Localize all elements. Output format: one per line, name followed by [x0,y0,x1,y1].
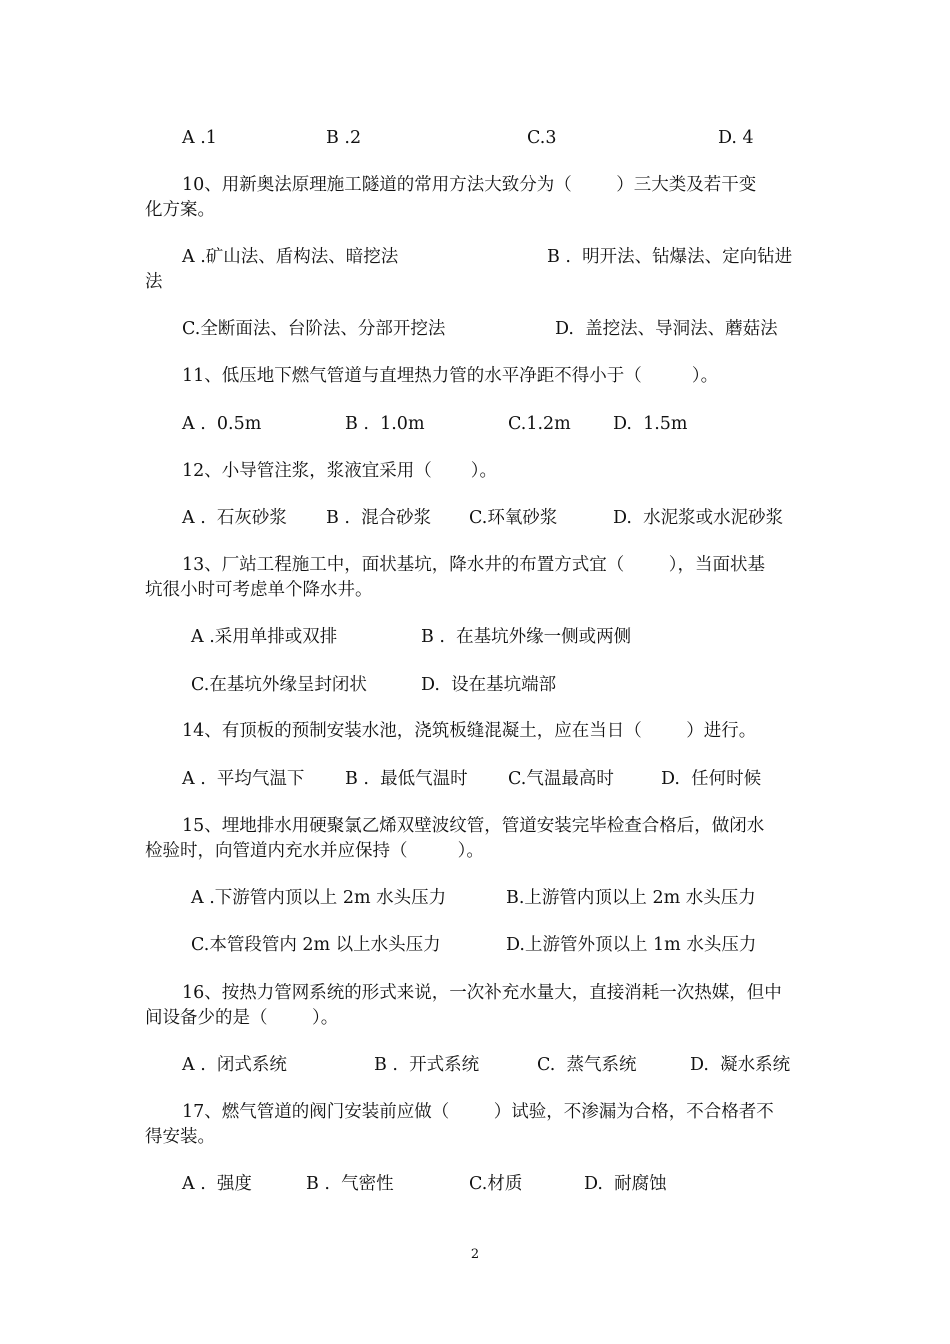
option-c: C. 蒸气系统 [537,1055,637,1075]
option-d: D. 水泥浆或水泥砂浆 [613,508,784,528]
question-10-text-cont: 化方案。 [145,200,215,220]
option-b: B .2 [326,128,362,148]
question-12-text: 12、小导管注浆，浆液宜采用（ ）。 [182,461,497,481]
option-d: D. 盖挖法、导洞法、蘑菇法 [555,319,778,339]
option-d: D. 凝水系统 [690,1055,791,1075]
option-b: B . 混合砂浆 [326,508,432,528]
option-d: D. 设在基坑端部 [421,675,557,695]
question-11-text: 11、低压地下燃气管道与直埋热力管的水平净距不得小于（ ）。 [182,366,719,386]
option-c: C.本管段管内 2m 以上水头压力 [191,935,441,955]
option-b: B . 气密性 [306,1174,394,1194]
option-b: B.上游管内顶以上 2m 水头压力 [506,888,756,908]
option-b-cont: 法 [145,272,163,292]
question-16-text: 16、按热力管网系统的形式来说，一次补充水量大，直接消耗一次热媒，但中 [182,983,782,1003]
option-b: B . 明开法、钻爆法、定向钻进 [547,247,793,267]
option-a: A . 闭式系统 [182,1055,287,1075]
option-b: B . 最低气温时 [345,769,468,789]
page-number: 2 [470,1247,480,1262]
question-15-text-cont: 检验时，向管道内充水并应保持（ ）。 [145,841,484,861]
option-a: A .矿山法、盾构法、暗挖法 [182,247,399,267]
question-10-text: 10、用新奥法原理施工隧道的常用方法大致分为（ ）三大类及若干变 [182,175,757,195]
option-d: D. 耐腐蚀 [584,1174,667,1194]
option-a: A . 平均气温下 [182,769,305,789]
question-13-text: 13、厂站工程施工中，面状基坑，降水井的布置方式宜（ ），当面状基 [182,555,766,575]
option-c: C.环氧砂浆 [469,508,558,528]
question-17-text: 17、燃气管道的阀门安装前应做（ ）试验，不渗漏为合格，不合格者不 [182,1102,774,1122]
question-16-text-cont: 间设备少的是（ ）。 [145,1008,339,1028]
option-d: D. 任何时候 [661,769,762,789]
question-15-text: 15、埋地排水用硬聚氯乙烯双壁波纹管，管道安装完毕检查合格后，做闭水 [182,816,765,836]
option-a: A .采用单排或双排 [191,627,338,647]
option-d: D. 4 [718,128,754,148]
option-a: A . 强度 [182,1174,252,1194]
option-b: B . 开式系统 [374,1055,480,1075]
question-14-text: 14、有顶板的预制安装水池，浇筑板缝混凝土，应在当日（ ）进行。 [182,721,757,741]
option-c: C.全断面法、台阶法、分部开挖法 [182,319,446,339]
option-a: A . 石灰砂浆 [182,508,287,528]
option-d: D.上游管外顶以上 1m 水头压力 [506,935,757,955]
option-c: C.在基坑外缘呈封闭状 [191,675,367,695]
option-a: A .下游管内顶以上 2m 水头压力 [191,888,447,908]
option-d: D. 1.5m [613,414,688,434]
question-13-text-cont: 坑很小时可考虑单个降水井。 [145,580,373,600]
option-a: A .1 [182,128,217,148]
option-a: A . 0.5m [182,414,262,434]
option-b: B . 1.0m [345,414,425,434]
option-c: C.气温最高时 [508,769,614,789]
option-c: C.1.2m [508,414,571,434]
option-c: C.3 [527,128,557,148]
option-b: B . 在基坑外缘一侧或两侧 [421,627,632,647]
question-17-text-cont: 得安装。 [145,1127,215,1147]
option-c: C.材质 [469,1174,523,1194]
